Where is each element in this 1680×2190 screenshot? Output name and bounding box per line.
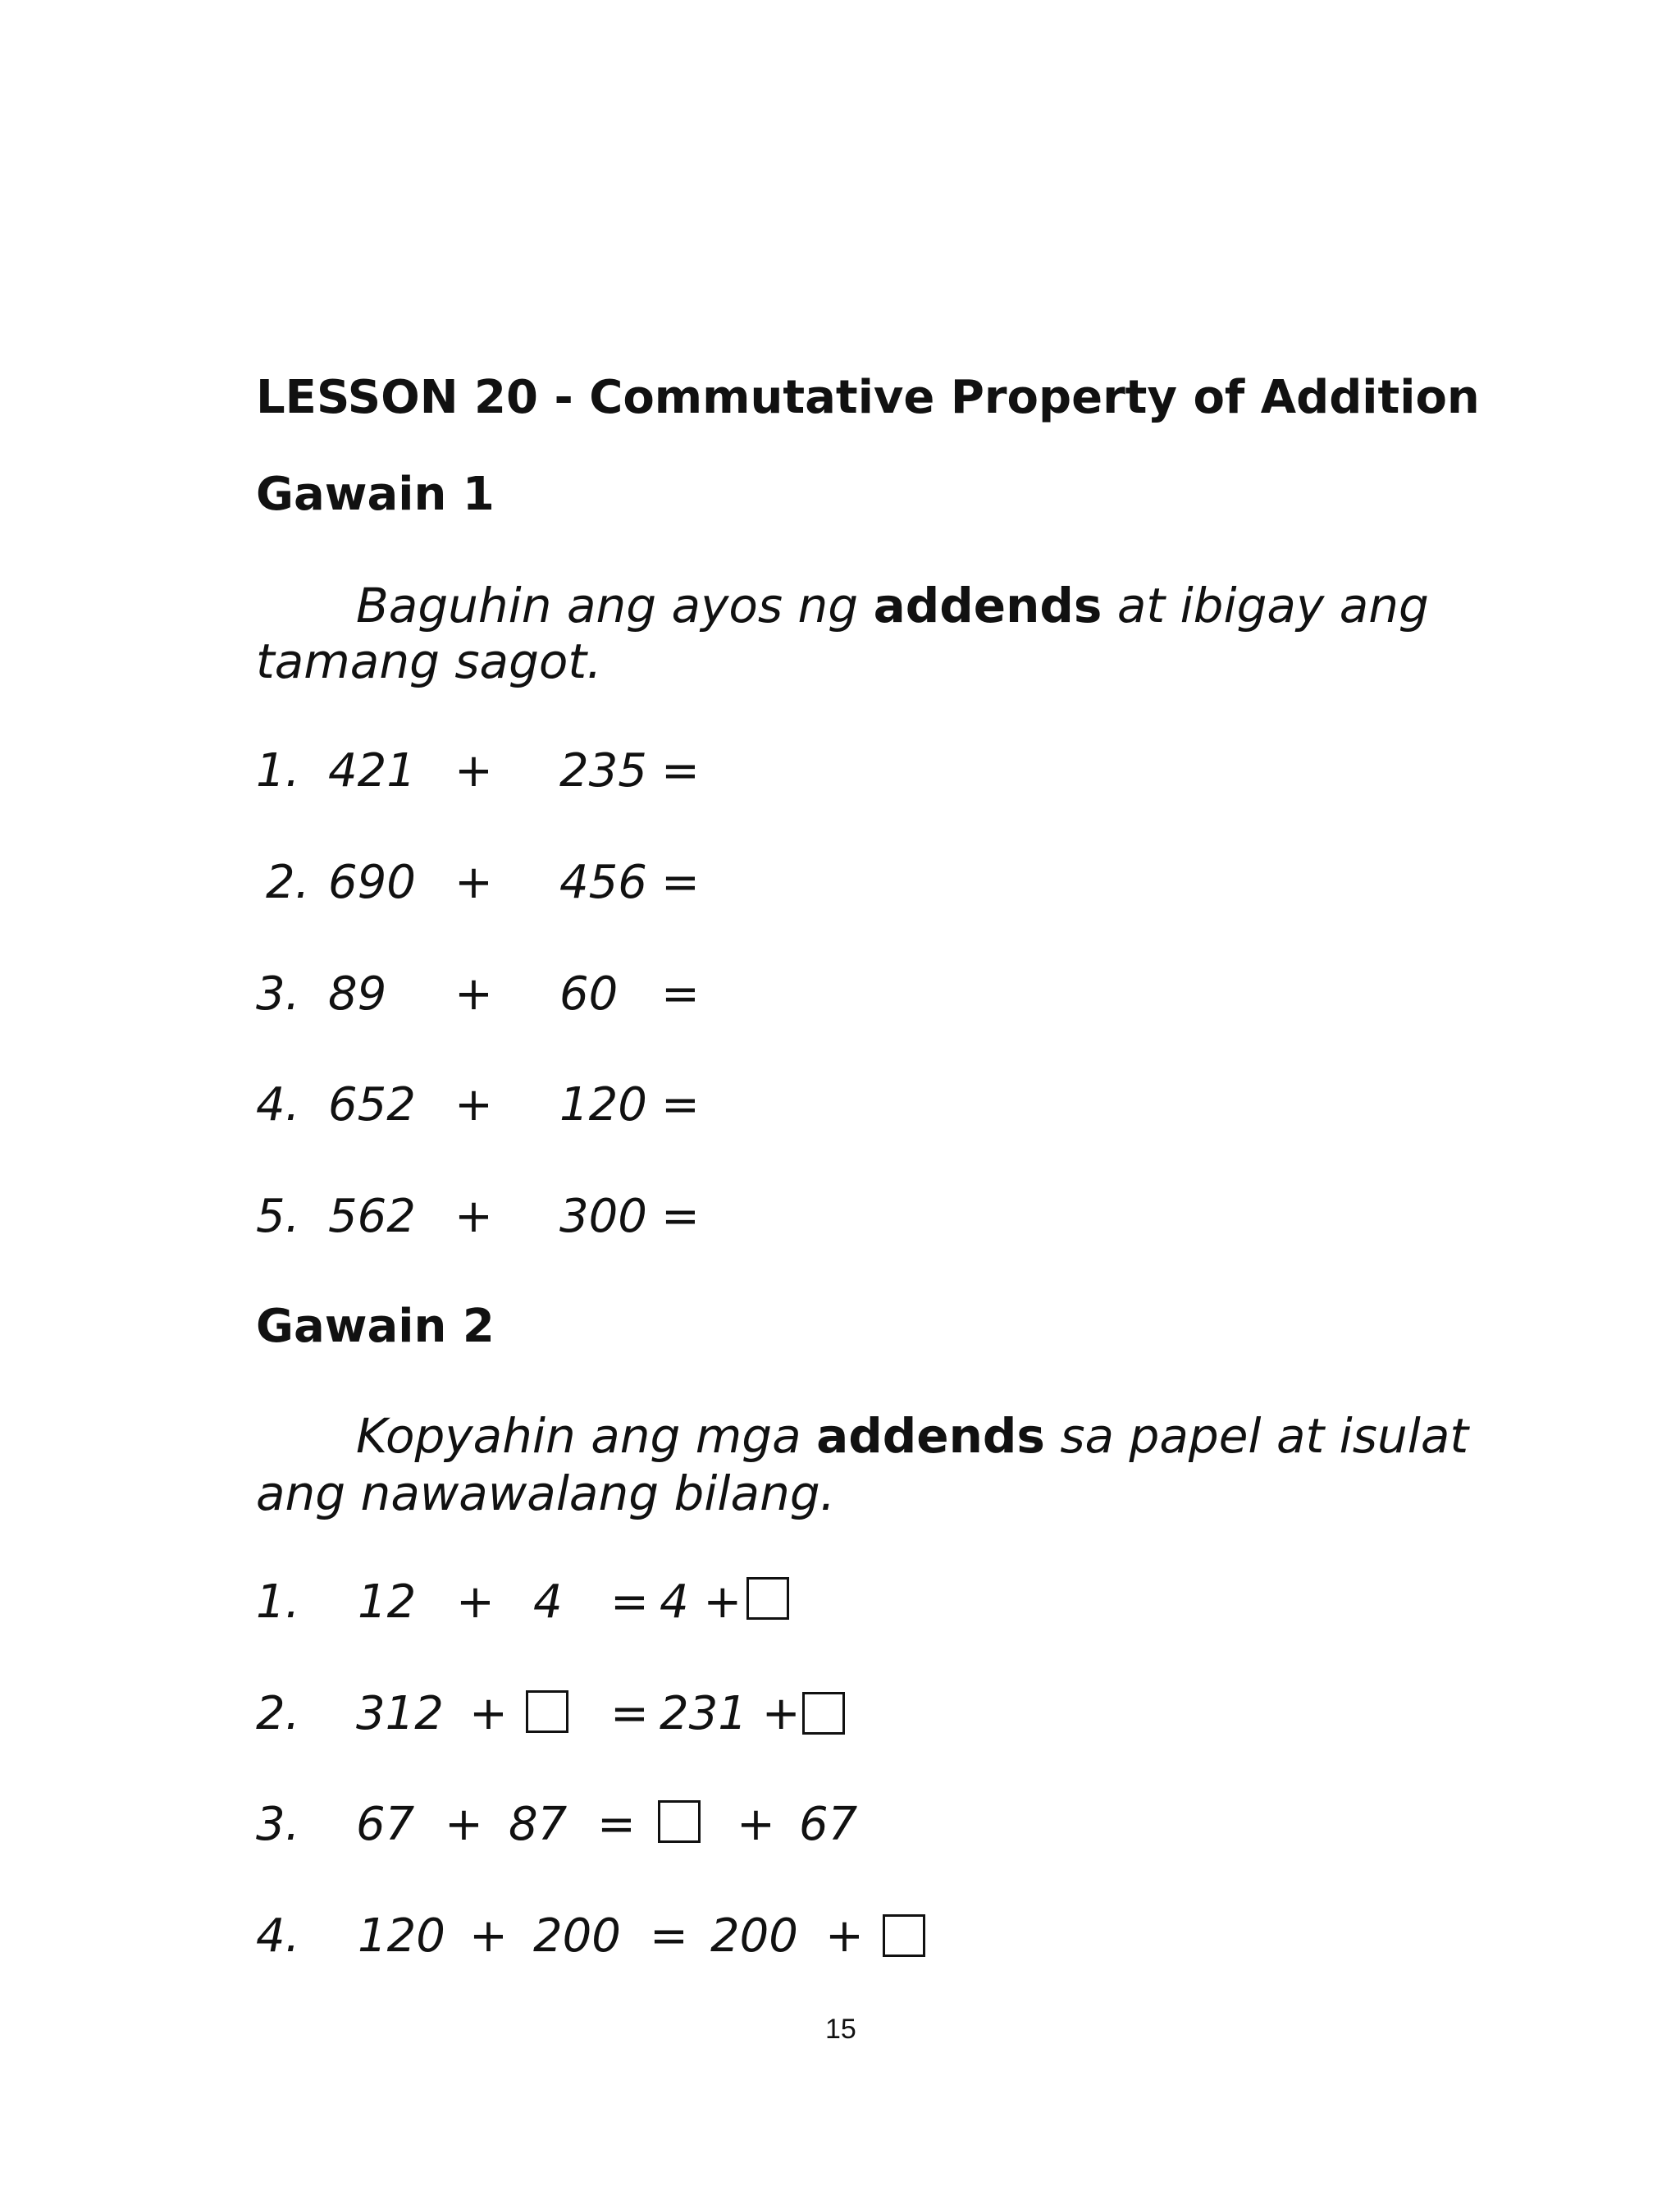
problem-number: 3. — [256, 1798, 300, 1851]
gawain-1-instruction-line1: Baguhin ang ayos ng addends at ibigay ang — [356, 578, 1429, 633]
addend-b: 60 — [559, 967, 619, 1021]
answer-box[interactable] — [526, 1690, 568, 1733]
page-number: 15 — [825, 2014, 856, 2045]
equals-sign: = — [610, 1687, 649, 1740]
addend: 87 — [509, 1798, 568, 1851]
equals-sign: = — [661, 1078, 700, 1132]
problem-number: 4. — [256, 1078, 300, 1132]
addend: 200 — [710, 1909, 798, 1963]
plus-sign: + — [469, 1909, 508, 1963]
problem-number: 5. — [256, 1190, 300, 1243]
answer-box[interactable] — [802, 1692, 845, 1735]
plus-sign: + — [825, 1909, 864, 1963]
plus-sign: + — [469, 1687, 508, 1740]
addends-keyword: addends — [816, 1408, 1045, 1464]
addends-keyword: addends — [873, 578, 1102, 633]
plus-sign: + — [454, 1190, 493, 1243]
addend: 4 — [533, 1575, 563, 1629]
addend-a: 89 — [328, 967, 387, 1021]
answer-box[interactable] — [883, 1914, 925, 1957]
addend-b: 120 — [559, 1078, 647, 1132]
addend-with-plus: 4 + — [660, 1575, 742, 1629]
addend: 12 — [358, 1575, 417, 1629]
gawain-2-instruction-line2: ang nawawalang bilang. — [256, 1465, 836, 1521]
equals-sign: = — [610, 1575, 649, 1629]
plus-sign: + — [454, 967, 493, 1021]
problem-number: 2. — [266, 856, 310, 909]
problem-number: 1. — [256, 744, 300, 798]
lesson-title: LESSON 20 - Commutative Property of Addition — [256, 371, 1480, 424]
plus-sign: + — [737, 1798, 775, 1851]
addend: 120 — [358, 1909, 445, 1963]
equals-sign: = — [661, 1190, 700, 1243]
equals-sign: = — [661, 744, 700, 798]
addend-with-plus: 231 + — [660, 1687, 801, 1740]
addend: 67 — [356, 1798, 415, 1851]
problem-number: 2. — [256, 1687, 300, 1740]
addend-a: 652 — [328, 1078, 416, 1132]
plus-sign: + — [445, 1798, 483, 1851]
gawain-1-instruction-line2: tamang sagot. — [256, 633, 602, 689]
addend-a: 562 — [328, 1190, 416, 1243]
addend-b: 300 — [559, 1190, 647, 1243]
plus-sign: + — [454, 1078, 493, 1132]
problem-number: 3. — [256, 967, 300, 1021]
addend-b: 235 — [559, 744, 647, 798]
gawain-1-heading: Gawain 1 — [256, 468, 495, 521]
plus-sign: + — [454, 856, 493, 909]
addend: 200 — [533, 1909, 621, 1963]
plus-sign: + — [456, 1575, 495, 1629]
equals-sign: = — [661, 967, 700, 1021]
gawain-2-instruction-line1: Kopyahin ang mga addends sa papel at isulat — [356, 1408, 1469, 1464]
plus-sign: + — [454, 744, 493, 798]
addend-a: 690 — [328, 856, 416, 909]
addend: 312 — [356, 1687, 444, 1740]
equals-sign: = — [661, 856, 700, 909]
problem-number: 1. — [256, 1575, 300, 1629]
addend: 67 — [799, 1798, 858, 1851]
addend-b: 456 — [559, 856, 647, 909]
equals-sign: = — [597, 1798, 636, 1851]
equals-sign: = — [650, 1909, 688, 1963]
problem-number: 4. — [256, 1909, 300, 1963]
answer-box[interactable] — [658, 1800, 701, 1843]
gawain-2-heading: Gawain 2 — [256, 1300, 495, 1353]
addend-a: 421 — [328, 744, 416, 798]
answer-box[interactable] — [746, 1577, 789, 1620]
